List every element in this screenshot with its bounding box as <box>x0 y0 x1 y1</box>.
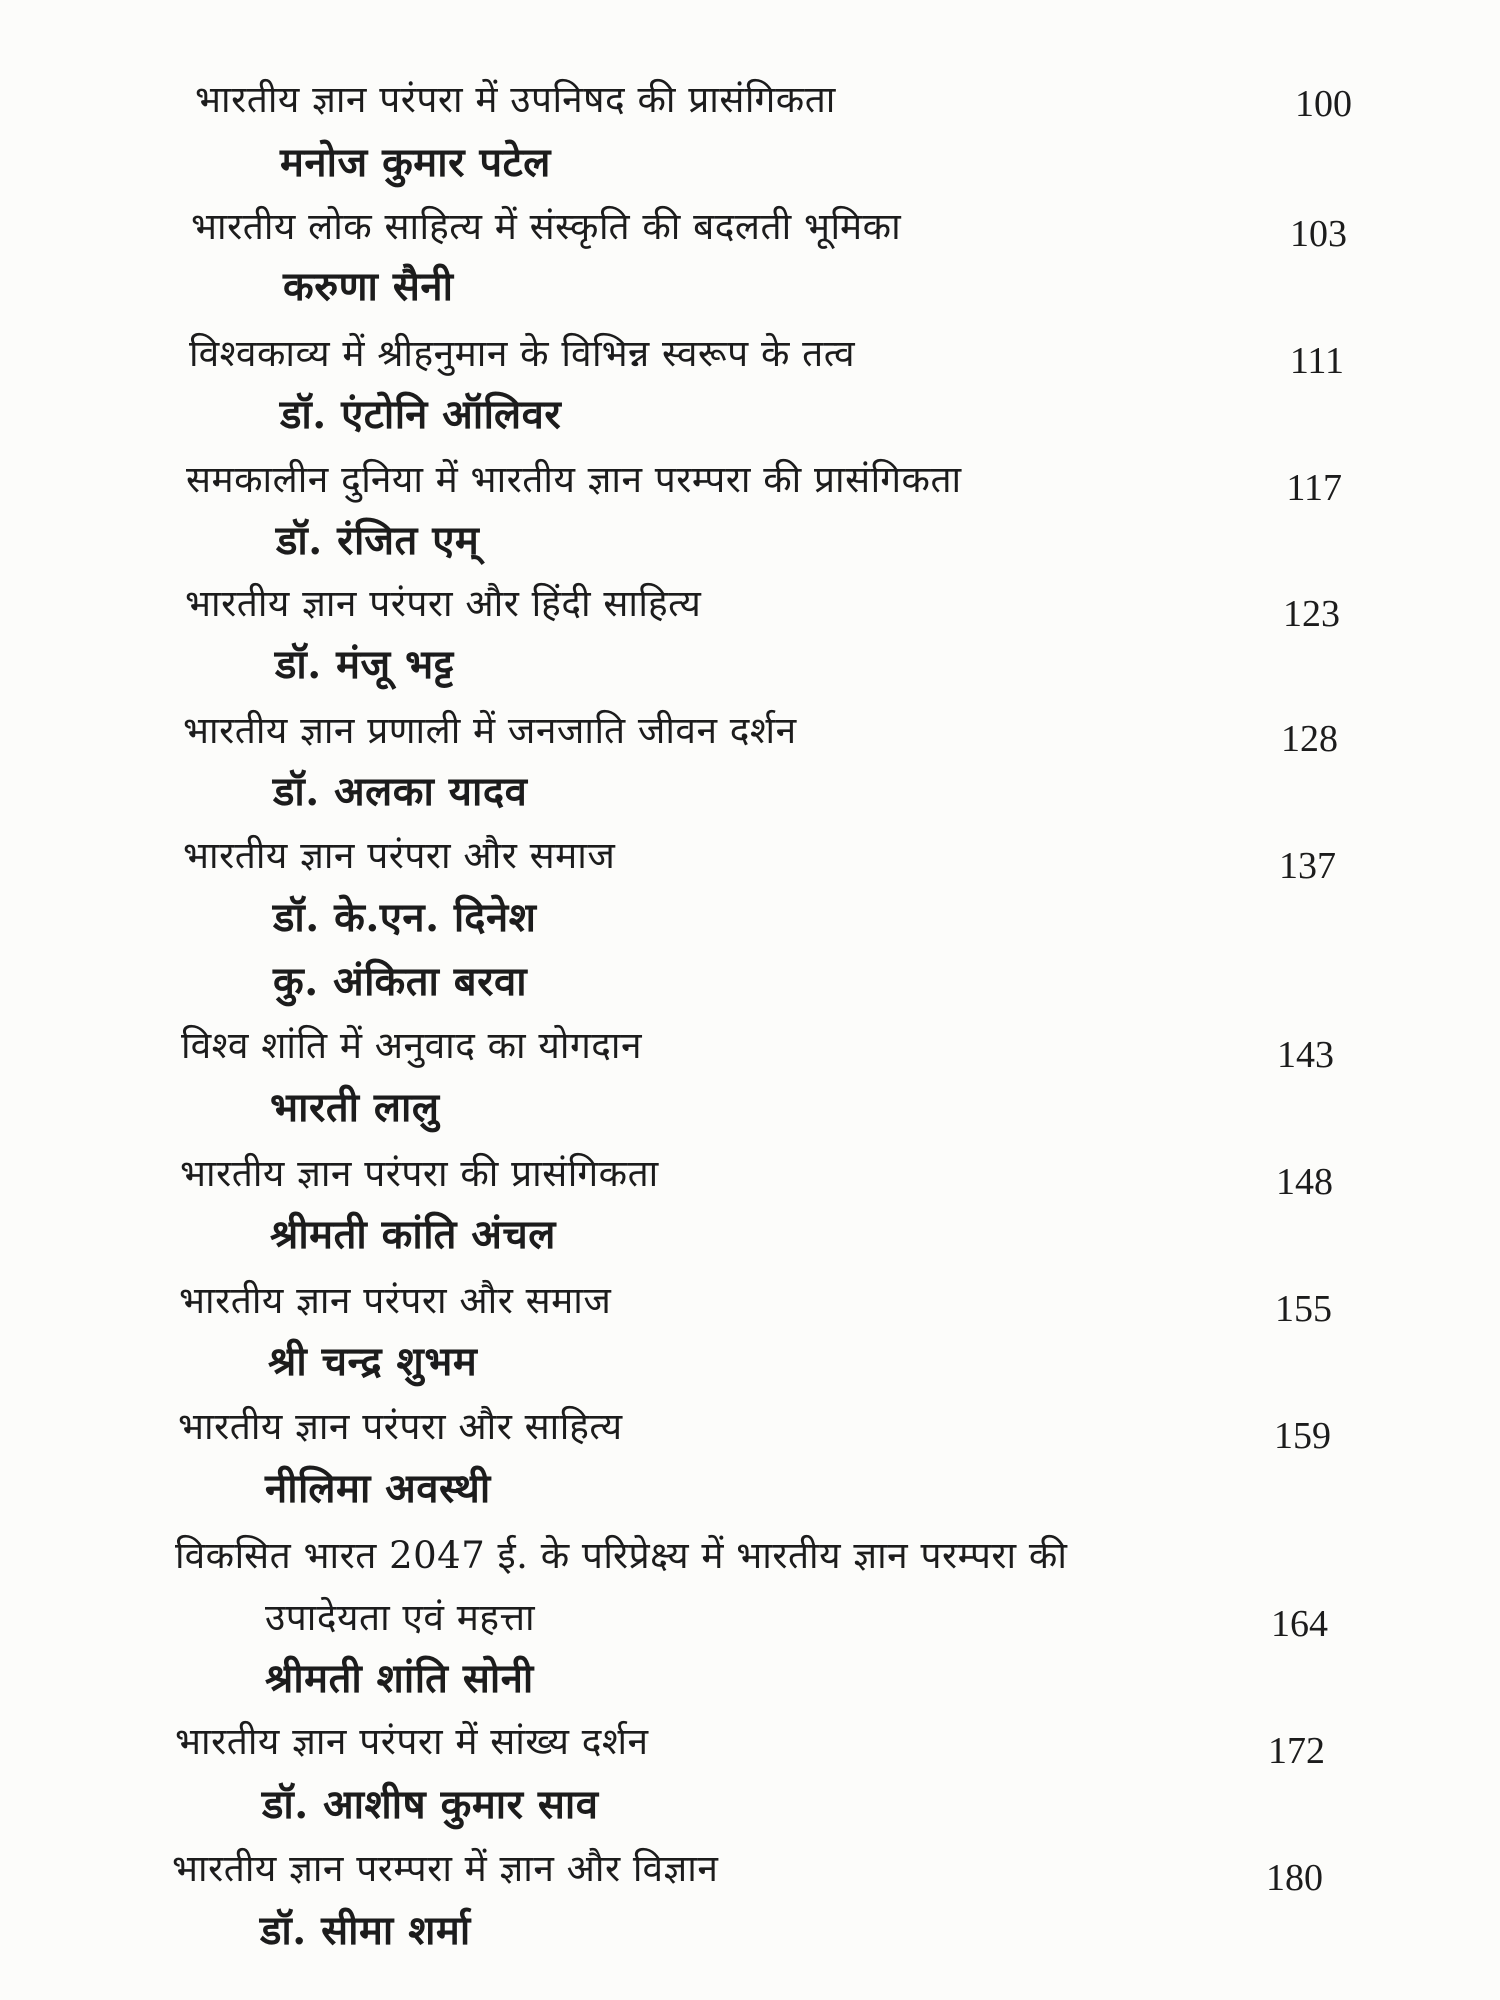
toc-entry-page: 172 <box>1268 1730 1325 1772</box>
toc-entry-page: 159 <box>1274 1415 1331 1457</box>
toc-entry-title: भारतीय ज्ञान परंपरा और समाज <box>183 834 616 877</box>
toc-entry-author: मनोज कुमार पटेल <box>280 139 551 186</box>
toc-entry-page: 155 <box>1275 1288 1332 1330</box>
toc-entry-title: विश्वकाव्य में श्रीहनुमान के विभिन्न स्वरूप के तत्व <box>189 332 856 375</box>
toc-entry-title: समकालीन दुनिया में भारतीय ज्ञान परम्परा की प्रासंगिकता <box>186 458 962 501</box>
toc-entry-title: भारतीय ज्ञान परंपरा और समाज <box>179 1279 612 1322</box>
toc-entry-author: डॉ. अलका यादव <box>273 768 528 815</box>
toc-entry-author: डॉ. सीमा शर्मा <box>260 1907 471 1954</box>
toc-entry-title: विश्व शांति में अनुवाद का योगदान <box>181 1024 643 1067</box>
toc-entry-page: 103 <box>1290 213 1347 255</box>
toc-entry-page: 111 <box>1289 340 1344 382</box>
toc-entry-author: डॉ. रंजित एम् <box>276 517 480 564</box>
toc-entry-author: श्री चन्द्र शुभम <box>268 1338 478 1385</box>
toc-entry-page: 100 <box>1295 83 1352 125</box>
toc-entry-title: भारतीय ज्ञान परंपरा की प्रासंगिकता <box>180 1152 659 1195</box>
toc-entry-page: 164 <box>1271 1603 1328 1645</box>
toc-entry-author: करुणा सैनी <box>283 263 454 310</box>
toc-entry-page: 123 <box>1283 593 1340 635</box>
toc-entry-author: डॉ. एंटोनि ऑलिवर <box>280 391 562 438</box>
toc-entry-page: 117 <box>1286 467 1342 509</box>
toc-entry-title: भारतीय लोक साहित्य में संस्कृति की बदलती भूमिका <box>191 205 902 248</box>
toc-entry-title: भारतीय ज्ञान परंपरा और हिंदी साहित्य <box>185 582 702 625</box>
toc-entry-author: कु. अंकिता बरवा <box>273 958 528 1005</box>
toc-entry-title: भारतीय ज्ञान परंपरा और साहित्य <box>178 1405 623 1448</box>
toc-entry-author: नीलिमा अवस्थी <box>265 1465 491 1512</box>
toc-entry-page: 143 <box>1277 1034 1334 1076</box>
toc-entry-title: भारतीय ज्ञान प्रणाली में जनजाति जीवन दर्शन <box>183 709 797 752</box>
toc-entry-author: श्रीमती शांति सोनी <box>265 1655 534 1702</box>
toc-entry-title: भारतीय ज्ञान परंपरा में उपनिषद की प्रासंगिकता <box>195 78 836 121</box>
toc-entry-author: श्रीमती कांति अंचल <box>270 1211 556 1258</box>
toc-entry-page: 180 <box>1266 1857 1323 1899</box>
toc-entry-author: डॉ. मंजू भट्ट <box>275 641 454 688</box>
toc-entry-author: भारती लालु <box>270 1084 440 1131</box>
toc-entry-author: डॉ. आशीष कुमार साव <box>262 1781 599 1828</box>
toc-entry-title: विकसित भारत 2047 ई. के परिप्रेक्ष्य में भारतीय ज्ञान परम्परा की <box>175 1534 1068 1577</box>
toc-entry-author: डॉ. के.एन. दिनेश <box>273 894 537 941</box>
toc-entry-page: 148 <box>1276 1161 1333 1203</box>
toc-entry-title: भारतीय ज्ञान परंपरा में सांख्य दर्शन <box>175 1720 649 1763</box>
toc-entry-title-continued: उपादेयता एवं महत्ता <box>265 1596 536 1639</box>
toc-entry-page: 128 <box>1281 718 1338 760</box>
toc-entry-page: 137 <box>1279 845 1336 887</box>
toc-entry-title: भारतीय ज्ञान परम्परा में ज्ञान और विज्ञान <box>172 1847 719 1890</box>
